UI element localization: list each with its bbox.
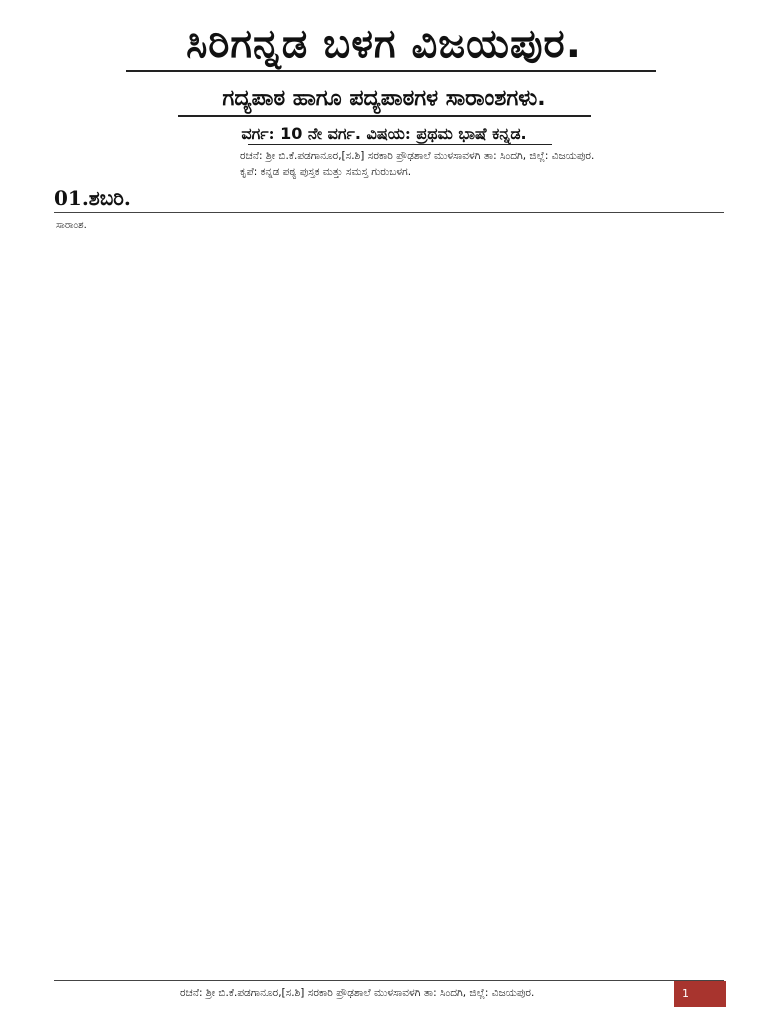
footer-author: ರಚನೆ: ಶ್ರೀ ಬಿ.ಕೆ.ಪಡಗಾನೂರ,[ಸ.ಶಿ] ಸರಕಾರಿ ಪ್ರೌಢಶಾಲೆ ಮುಳಸಾವಳಗಿ ತಾ: ಸಿಂದಗಿ, ಜಿಲ್ಲೆ: ವಿಜಯಪುರ. xyxy=(180,987,535,999)
page-number-badge: 1 xyxy=(674,981,726,1007)
author-credit: ರಚನೆ: ಶ್ರೀ ಬಿ.ಕೆ.ಪಡಗಾನೂರ,[ಸ.ಶಿ] ಸರಕಾರಿ ಪ್ರೌಢಶಾಲೆ ಮುಳಸಾವಳಗಿ ತಾ: ಸಿಂದಗಿ, ಜಿಲ್ಲೆ: ವಿಜಯಪುರ. xyxy=(240,150,595,162)
class-label: ವರ್ಗ: xyxy=(241,124,275,143)
subtitle-underline xyxy=(178,115,591,117)
subject-value: ಪ್ರಥಮ ಭಾಷೆ ಕನ್ನಡ. xyxy=(416,124,527,143)
source-credit: ಕೃಪೆ: ಕನ್ನಡ ಪಠ್ಯ ಪುಸ್ತಕ ಮತ್ತು ಸಮಸ್ತ ಗುರುಬಳಗ. xyxy=(240,166,412,178)
body-text xyxy=(56,218,724,976)
document-subtitle: ಗದ್ಯಪಾಠ ಹಾಗೂ ಪದ್ಯಪಾಠಗಳ ಸಾರಾಂಶಗಳು. xyxy=(222,86,546,111)
class-line-underline xyxy=(248,144,552,145)
subject-label: ವಿಷಯ: xyxy=(366,124,411,143)
summary-label: ಸಾರಾಂಶ. xyxy=(56,220,87,231)
title-underline xyxy=(126,70,656,72)
class-subject-line xyxy=(0,123,768,145)
class-value: 10 ನೇ ವರ್ಗ. xyxy=(280,124,361,143)
footer-divider xyxy=(54,980,724,981)
section-heading: 01.ಶಬರಿ. xyxy=(54,186,131,210)
document-title: ಸಿರಿಗನ್ನಡ ಬಳಗ ವಿಜಯಪುರ. xyxy=(186,21,582,67)
heading-divider xyxy=(54,212,724,213)
